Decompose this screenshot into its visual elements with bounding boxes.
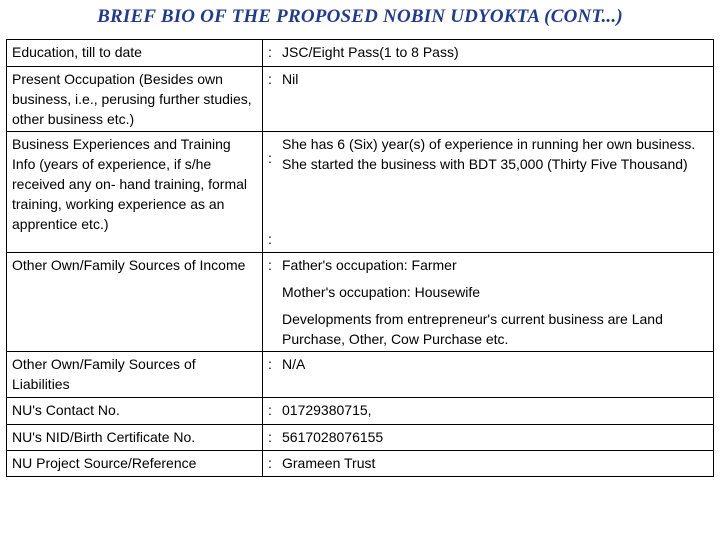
page-title: BRIEF BIO OF THE PROPOSED NOBIN UDYOKTA (CONT...) (97, 6, 623, 27)
row-label: NU Project Source/Reference (7, 451, 263, 477)
colon-separator: : (268, 71, 272, 87)
row-value: 01729380715, (282, 402, 372, 418)
table-row (7, 398, 714, 425)
row-value: Mother's occupation: Housewife (282, 284, 480, 300)
colon-separator: : (268, 455, 272, 471)
row-value: Grameen Trust (282, 455, 376, 471)
row-label: Business Experiences and Training Info (years of experience, if s/he received any on- hand training, formal training, working experience as an apprentice etc.) (7, 132, 263, 253)
row-value: N/A (282, 356, 306, 372)
row-value: Developments from entrepreneur's current business are Land Purchase, Other, Cow Purchase etc. (282, 311, 663, 347)
row-value: 5617028076155 (282, 429, 384, 445)
bio-table (6, 39, 714, 477)
colon-separator: : (268, 44, 272, 60)
table-row (7, 132, 714, 253)
table-row (7, 253, 714, 352)
row-label: Other Own/Family Sources of Income (7, 253, 263, 352)
table-row (7, 425, 714, 451)
colon-separator: : (268, 356, 272, 372)
table-row (7, 352, 714, 398)
table-row (7, 67, 714, 132)
colon-separator: : (268, 231, 272, 247)
row-label: NU's Contact No. (7, 398, 263, 425)
table-row (7, 40, 714, 67)
row-label: Present Occupation (Besides own business, i.e., perusing further studies, other business etc.) (7, 67, 263, 132)
row-value: She has 6 (Six) year(s) of experience in running her own business. She started the business with BDT 35,000 (Thirty Five Thousand) (282, 136, 696, 172)
row-value: JSC/Eight Pass(1 to 8 Pass) (282, 44, 459, 60)
colon-separator: : (268, 402, 272, 418)
row-label: NU's NID/Birth Certificate No. (7, 425, 263, 451)
table-row (7, 451, 714, 477)
colon-separator: : (268, 150, 272, 166)
row-label: Education, till to date (7, 40, 263, 67)
row-label: Other Own/Family Sources of Liabilities (7, 352, 263, 398)
row-value: Father's occupation: Farmer (282, 257, 457, 273)
row-value: Nil (282, 71, 299, 87)
colon-separator: : (268, 429, 272, 445)
colon-separator: : (268, 257, 272, 273)
